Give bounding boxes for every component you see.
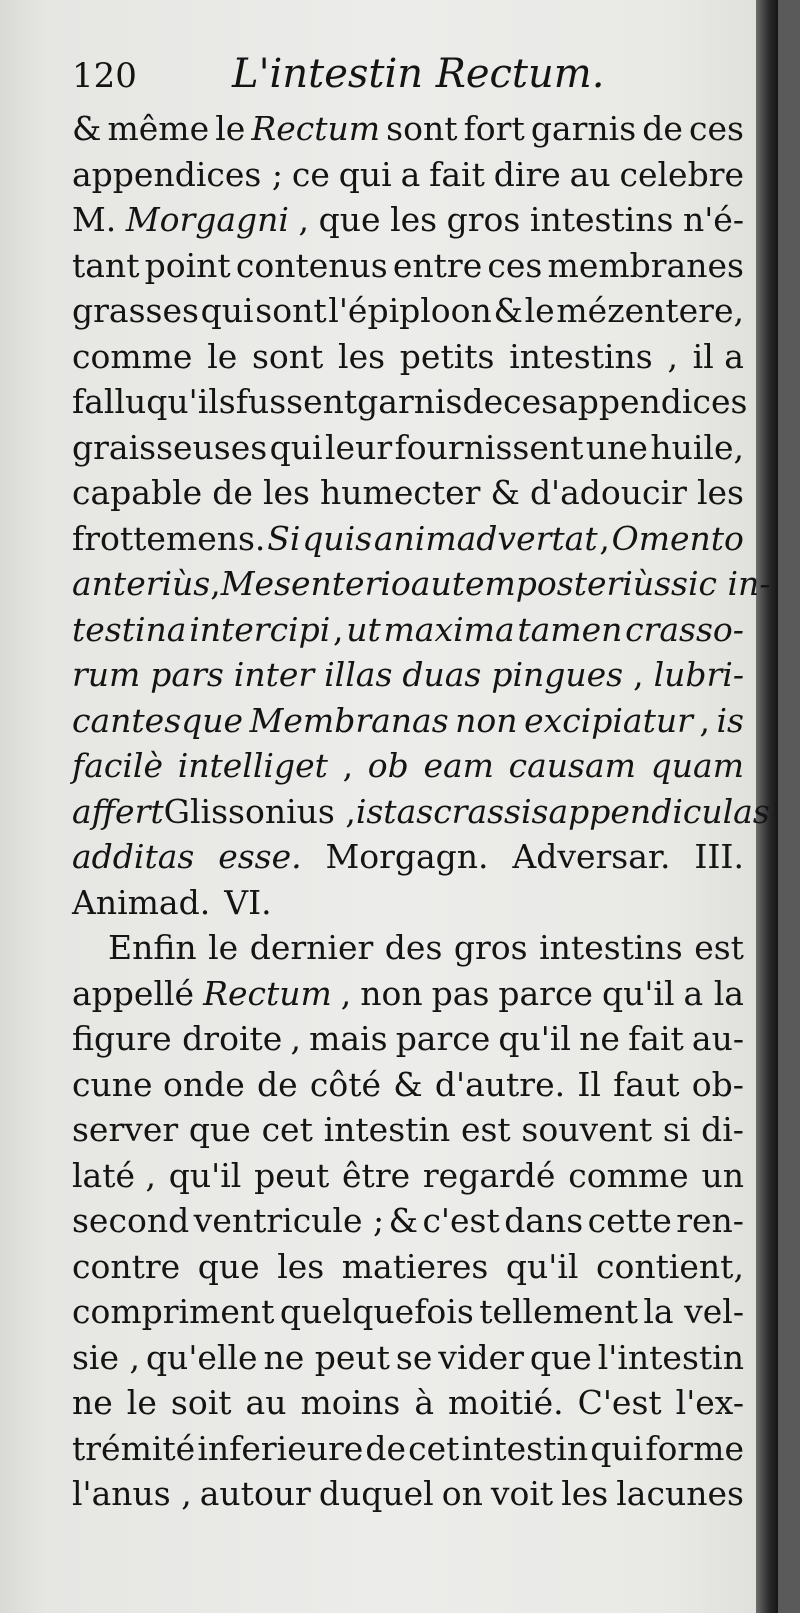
word: grasses [72,291,199,330]
word: comme [72,336,193,376]
word: Omento [611,518,744,558]
word: forme [645,1428,744,1468]
word: figure droite [72,1019,283,1058]
text-line [72,1107,744,1153]
word: qu'il [498,1019,571,1058]
text-line [72,971,744,1017]
word: Enfin [108,928,197,967]
word: vider [438,1337,524,1377]
text-line [72,334,744,380]
body-text [72,106,771,1517]
word: d'adoucir [529,473,687,512]
word: sont [252,336,324,376]
word: Si [267,518,301,558]
word: ne [72,1383,113,1422]
word: di- [701,1110,744,1149]
word: eam [423,746,494,785]
text-line [72,652,744,698]
word: & [72,109,102,148]
word: intercipi [189,609,331,649]
word: qu'ils [146,382,236,421]
text-line [72,607,744,653]
word: de [212,473,253,512]
word: n'é- [682,200,744,239]
text-line [72,1016,744,1062]
word: sont [386,109,458,148]
word: Morgagn. [325,837,489,876]
word: pingues [491,655,624,694]
word: être [342,1155,411,1195]
text-line [72,197,744,243]
word: , [340,973,352,1013]
text-line [72,243,744,289]
word: faut [613,1064,680,1104]
word: se [395,1337,433,1377]
word: affert [72,791,164,831]
word: gros [446,200,521,239]
word: les [338,336,386,376]
text-line [72,834,744,880]
text-line [72,1289,744,1335]
word: tant [72,245,140,285]
word: le [126,1383,157,1422]
word: les [262,473,310,512]
word: second [72,1201,190,1240]
word: dire [493,154,561,194]
word: mézentere, [556,291,744,330]
word: Mesenterio [220,564,411,603]
text-line [72,106,744,152]
word: dans [504,1201,584,1240]
word: compriment [72,1292,275,1331]
word: facilè [72,746,164,785]
word: moins [300,1383,401,1422]
word: Rectum [203,973,332,1013]
text-line [72,425,744,471]
word: ce [291,154,330,194]
word: Adversar. [512,837,671,876]
word: ren- [676,1201,744,1240]
word: Glissonius , [163,791,356,831]
text-line [72,698,744,744]
word: est [694,928,744,967]
word: les [696,473,744,512]
word: lacunes [616,1474,744,1513]
word: is [716,700,744,740]
word: , [633,655,644,694]
word: autem [410,564,516,603]
word: ces [688,109,744,148]
word: c'est [422,1201,500,1240]
text-line [72,152,744,198]
word: cantesque [72,700,244,740]
word: entre [392,245,483,285]
word: inter [233,655,315,694]
word: appendiculas [548,791,770,831]
word: qu'il [505,1246,579,1286]
word: qu'il [601,973,675,1013]
word: petits [399,336,495,376]
text-line [72,743,744,789]
word: l'anus , [72,1474,192,1513]
word: même [107,109,210,148]
word: mais [309,1019,388,1058]
word: duas [402,655,482,694]
word: frottemens. [72,518,266,558]
text-line [72,288,744,334]
word: intestins [509,336,653,376]
word: moitié. [448,1383,564,1422]
word: au [569,154,611,194]
word: a la [683,973,744,1013]
word: pas [431,973,490,1013]
word: pars [150,655,224,694]
word: VI. [224,882,272,922]
word: ob [367,746,409,785]
word: crassis [433,791,549,831]
word: au [245,1383,287,1422]
word: ces [503,382,559,421]
word: Animad. [72,882,211,922]
word: fussent [235,382,358,421]
word: l'ex- [675,1383,744,1422]
word: des [384,928,443,967]
word: a [400,154,421,194]
word: C'est [577,1383,662,1422]
word: fait [628,1019,684,1058]
word: un [701,1155,744,1195]
word: capable [72,473,203,512]
word: Il [577,1064,601,1104]
word: celebre [619,154,744,194]
word: leur [325,427,393,467]
word: au- [691,1019,744,1058]
word: de [462,382,504,421]
word: istas [355,791,434,831]
text-line [72,1380,744,1426]
text-line [72,1198,744,1244]
word: , [699,700,710,740]
word: intestin [461,1428,589,1468]
word: ces [487,245,543,285]
word: autour [199,1474,311,1513]
word: comme [568,1155,689,1195]
word: de [642,109,683,148]
word: garnis [530,109,637,148]
word: que [529,1337,592,1377]
word: huile, [650,427,744,467]
word: une [585,427,648,467]
text-line [72,789,770,835]
word: causam [508,746,636,785]
word: sont [255,291,327,330]
word: que [188,1110,251,1149]
word: qu'il [168,1155,242,1195]
word: intelliget [177,746,328,785]
word: illas [324,655,393,694]
running-title: L'intestin Rectum. [232,51,605,97]
word: garnis [357,382,463,421]
word: l'épiploon [328,291,492,330]
word: humecter [320,473,481,512]
word: matieres [341,1246,489,1286]
word: Rectum [251,109,381,148]
word: quam [650,746,744,785]
word: le [208,928,239,967]
word: le [215,109,246,148]
text-line [72,470,744,516]
word: cette [587,1201,672,1240]
word: tamen [517,609,623,649]
word: point [144,245,231,285]
word: server [72,1110,179,1149]
word: , [599,518,610,558]
word: qui [269,427,323,467]
word: appellé [72,973,195,1013]
word: , [333,609,344,649]
word: & [493,291,523,330]
word: fait [429,154,485,194]
word: cet [261,1110,313,1149]
text-line [72,1062,744,1108]
word: additas [72,837,195,876]
word: III. [694,837,744,876]
word: fallu [72,382,147,421]
word: inferieure [197,1428,364,1468]
word: d'autre. [434,1064,566,1104]
word: testina [72,609,187,649]
word: cet [408,1428,460,1468]
word: contient, [595,1246,744,1286]
word: , [667,336,678,376]
word: intestin [323,1110,451,1149]
word: laté , [72,1155,156,1195]
word: dernier [249,928,374,967]
word: fort [463,109,525,148]
word: , [298,200,310,239]
word: est [460,1110,511,1149]
text-line [72,1335,744,1381]
word: lubri- [653,655,744,694]
word: si [662,1110,691,1149]
word: membranes [547,245,744,285]
paragraph [72,925,744,1517]
word: & [388,1201,418,1240]
text-line [72,925,744,971]
word: ne [579,1019,620,1058]
word: , [210,564,221,603]
word: les [561,1474,609,1513]
word: qui [590,1428,644,1468]
word: les [390,200,438,239]
word: rum [72,655,141,694]
word: ut [346,609,381,649]
word: , [342,746,354,785]
word: duquel [318,1474,434,1513]
word: peut [254,1155,330,1195]
text-line [72,1426,744,1472]
text-line [72,561,771,607]
word: côté [309,1064,382,1104]
text-line [72,379,748,425]
word: Membranas [249,700,449,740]
text-line [72,1244,744,1290]
word: intestins [539,928,683,967]
word: regardé [422,1155,556,1195]
page-number: 120 [72,56,137,96]
word: appendices [558,382,748,421]
word: posteriùs [515,564,672,603]
word: crasso- [625,609,744,649]
word: quis [302,518,373,558]
word: anteriùs [72,564,211,603]
word: , [290,1019,301,1058]
word: la vel- [643,1292,744,1331]
text-line [72,880,744,926]
word: animadvertat [373,518,598,558]
word: excipiatur [524,700,693,740]
word: l'intestin [597,1337,744,1377]
word: les [277,1246,325,1286]
word: de [257,1064,298,1104]
word: on [441,1474,483,1513]
word: parce [395,1019,491,1058]
word: & [490,473,520,512]
word: souvent [521,1110,653,1149]
text-line [72,1471,744,1517]
word: graisseuses [72,427,268,467]
word: & [393,1064,423,1104]
word: le [524,291,555,330]
word: quelquefois [279,1292,474,1331]
text-line [72,1153,744,1199]
word: trémité [72,1428,196,1468]
word: fournissent [394,427,584,467]
word: appendices ; [72,154,283,194]
word: ob- [691,1064,744,1104]
word: contre [72,1246,181,1286]
word: à [414,1383,435,1422]
word: soit [170,1383,232,1422]
word: non [455,700,518,740]
word: sie , [72,1337,140,1377]
word: gros [453,928,528,967]
word: le [207,336,238,376]
word: contenus [235,245,388,285]
text-line [72,516,744,562]
word: qui [338,154,392,194]
word: voit [490,1474,554,1513]
page-header [72,52,744,104]
word: qui [200,291,254,330]
word: intestins [529,200,674,239]
word: M. [72,200,117,239]
page-text [72,51,771,1517]
word: ne peut [263,1337,390,1377]
word: parce [498,973,593,1013]
word: cune onde [72,1064,245,1104]
word: que [197,1246,260,1286]
paragraph [72,106,771,925]
word: esse. [218,837,302,876]
word: que [318,200,381,239]
word: non [360,973,423,1013]
word: sic in- [671,564,771,603]
word: tellement [479,1292,638,1331]
word: ventricule ; [193,1201,385,1240]
word: il a [692,336,744,376]
word: qu'elle [145,1337,258,1377]
word: de [365,1428,407,1468]
word: maxima [383,609,515,649]
word: Morgagni [125,200,289,239]
